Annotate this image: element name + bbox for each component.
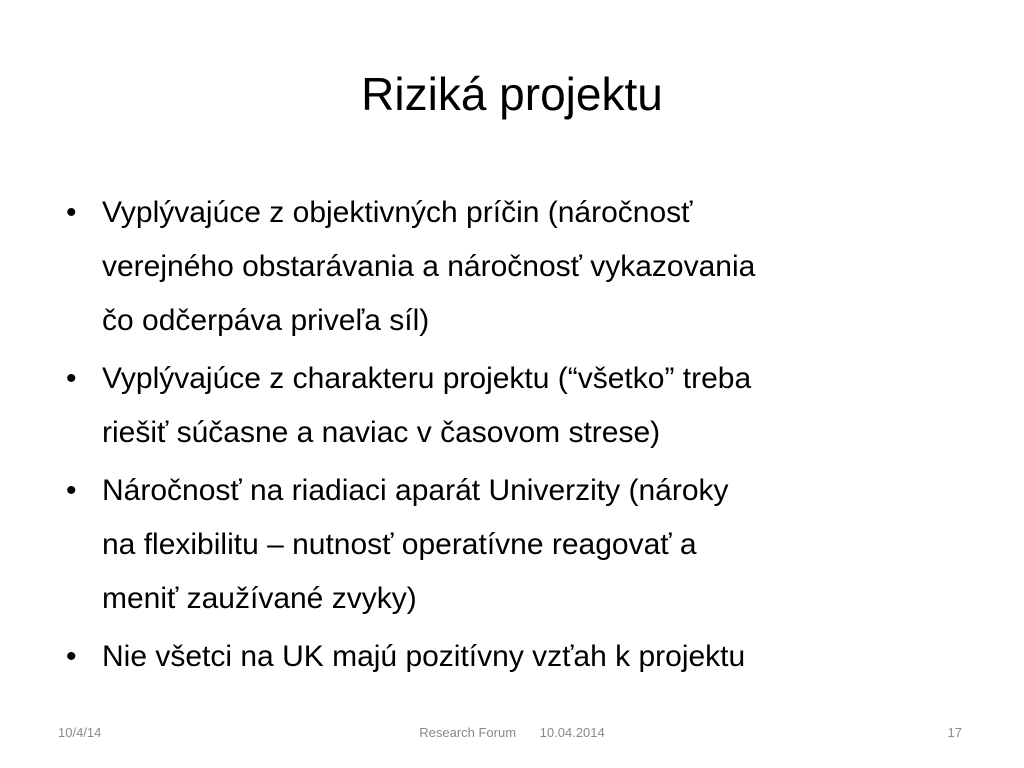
bullet-line: Náročnosť na riadiaci aparát Univerzity (nároky: [102, 474, 729, 507]
bullet-line: Vyplývajúce z objektivných príčin (náročnosť: [102, 196, 693, 229]
footer-date: 10/4/14: [58, 725, 102, 740]
bullet-line: na flexibilitu – nutnosť operatívne reagovať a: [102, 528, 697, 561]
bullet-line: čo odčerpáva priveľa síl): [102, 304, 430, 337]
bullet-item: [60, 352, 960, 460]
bullet-line: Vyplývajúce z charakteru projektu (“všetko” treba: [102, 362, 752, 395]
bullet-line: meniť zaužívané zvyky): [102, 582, 417, 615]
bullet-item: [60, 630, 960, 684]
bullet-icon: •: [66, 474, 77, 507]
bullet-item: [60, 186, 960, 348]
bullet-icon: •: [66, 640, 77, 673]
footer-event: Research Forum: [419, 725, 517, 740]
bullet-icon: •: [66, 196, 77, 229]
footer-center: [0, 724, 1024, 742]
bullet-line: verejného obstarávania a náročnosť vykazovania: [102, 250, 756, 283]
slide-title: Riziká projektu: [361, 68, 663, 120]
footer-event-date: 10.04.2014: [539, 725, 605, 740]
bullet-item: [60, 464, 960, 626]
slide-number: 17: [947, 725, 962, 740]
bullet-line: riešiť súčasne a naviac v časovom strese): [102, 416, 661, 449]
bullet-icon: •: [66, 362, 77, 395]
bullet-list: [60, 186, 960, 688]
bullet-line: Nie všetci na UK majú pozitívny vzťah k projektu: [102, 640, 746, 673]
